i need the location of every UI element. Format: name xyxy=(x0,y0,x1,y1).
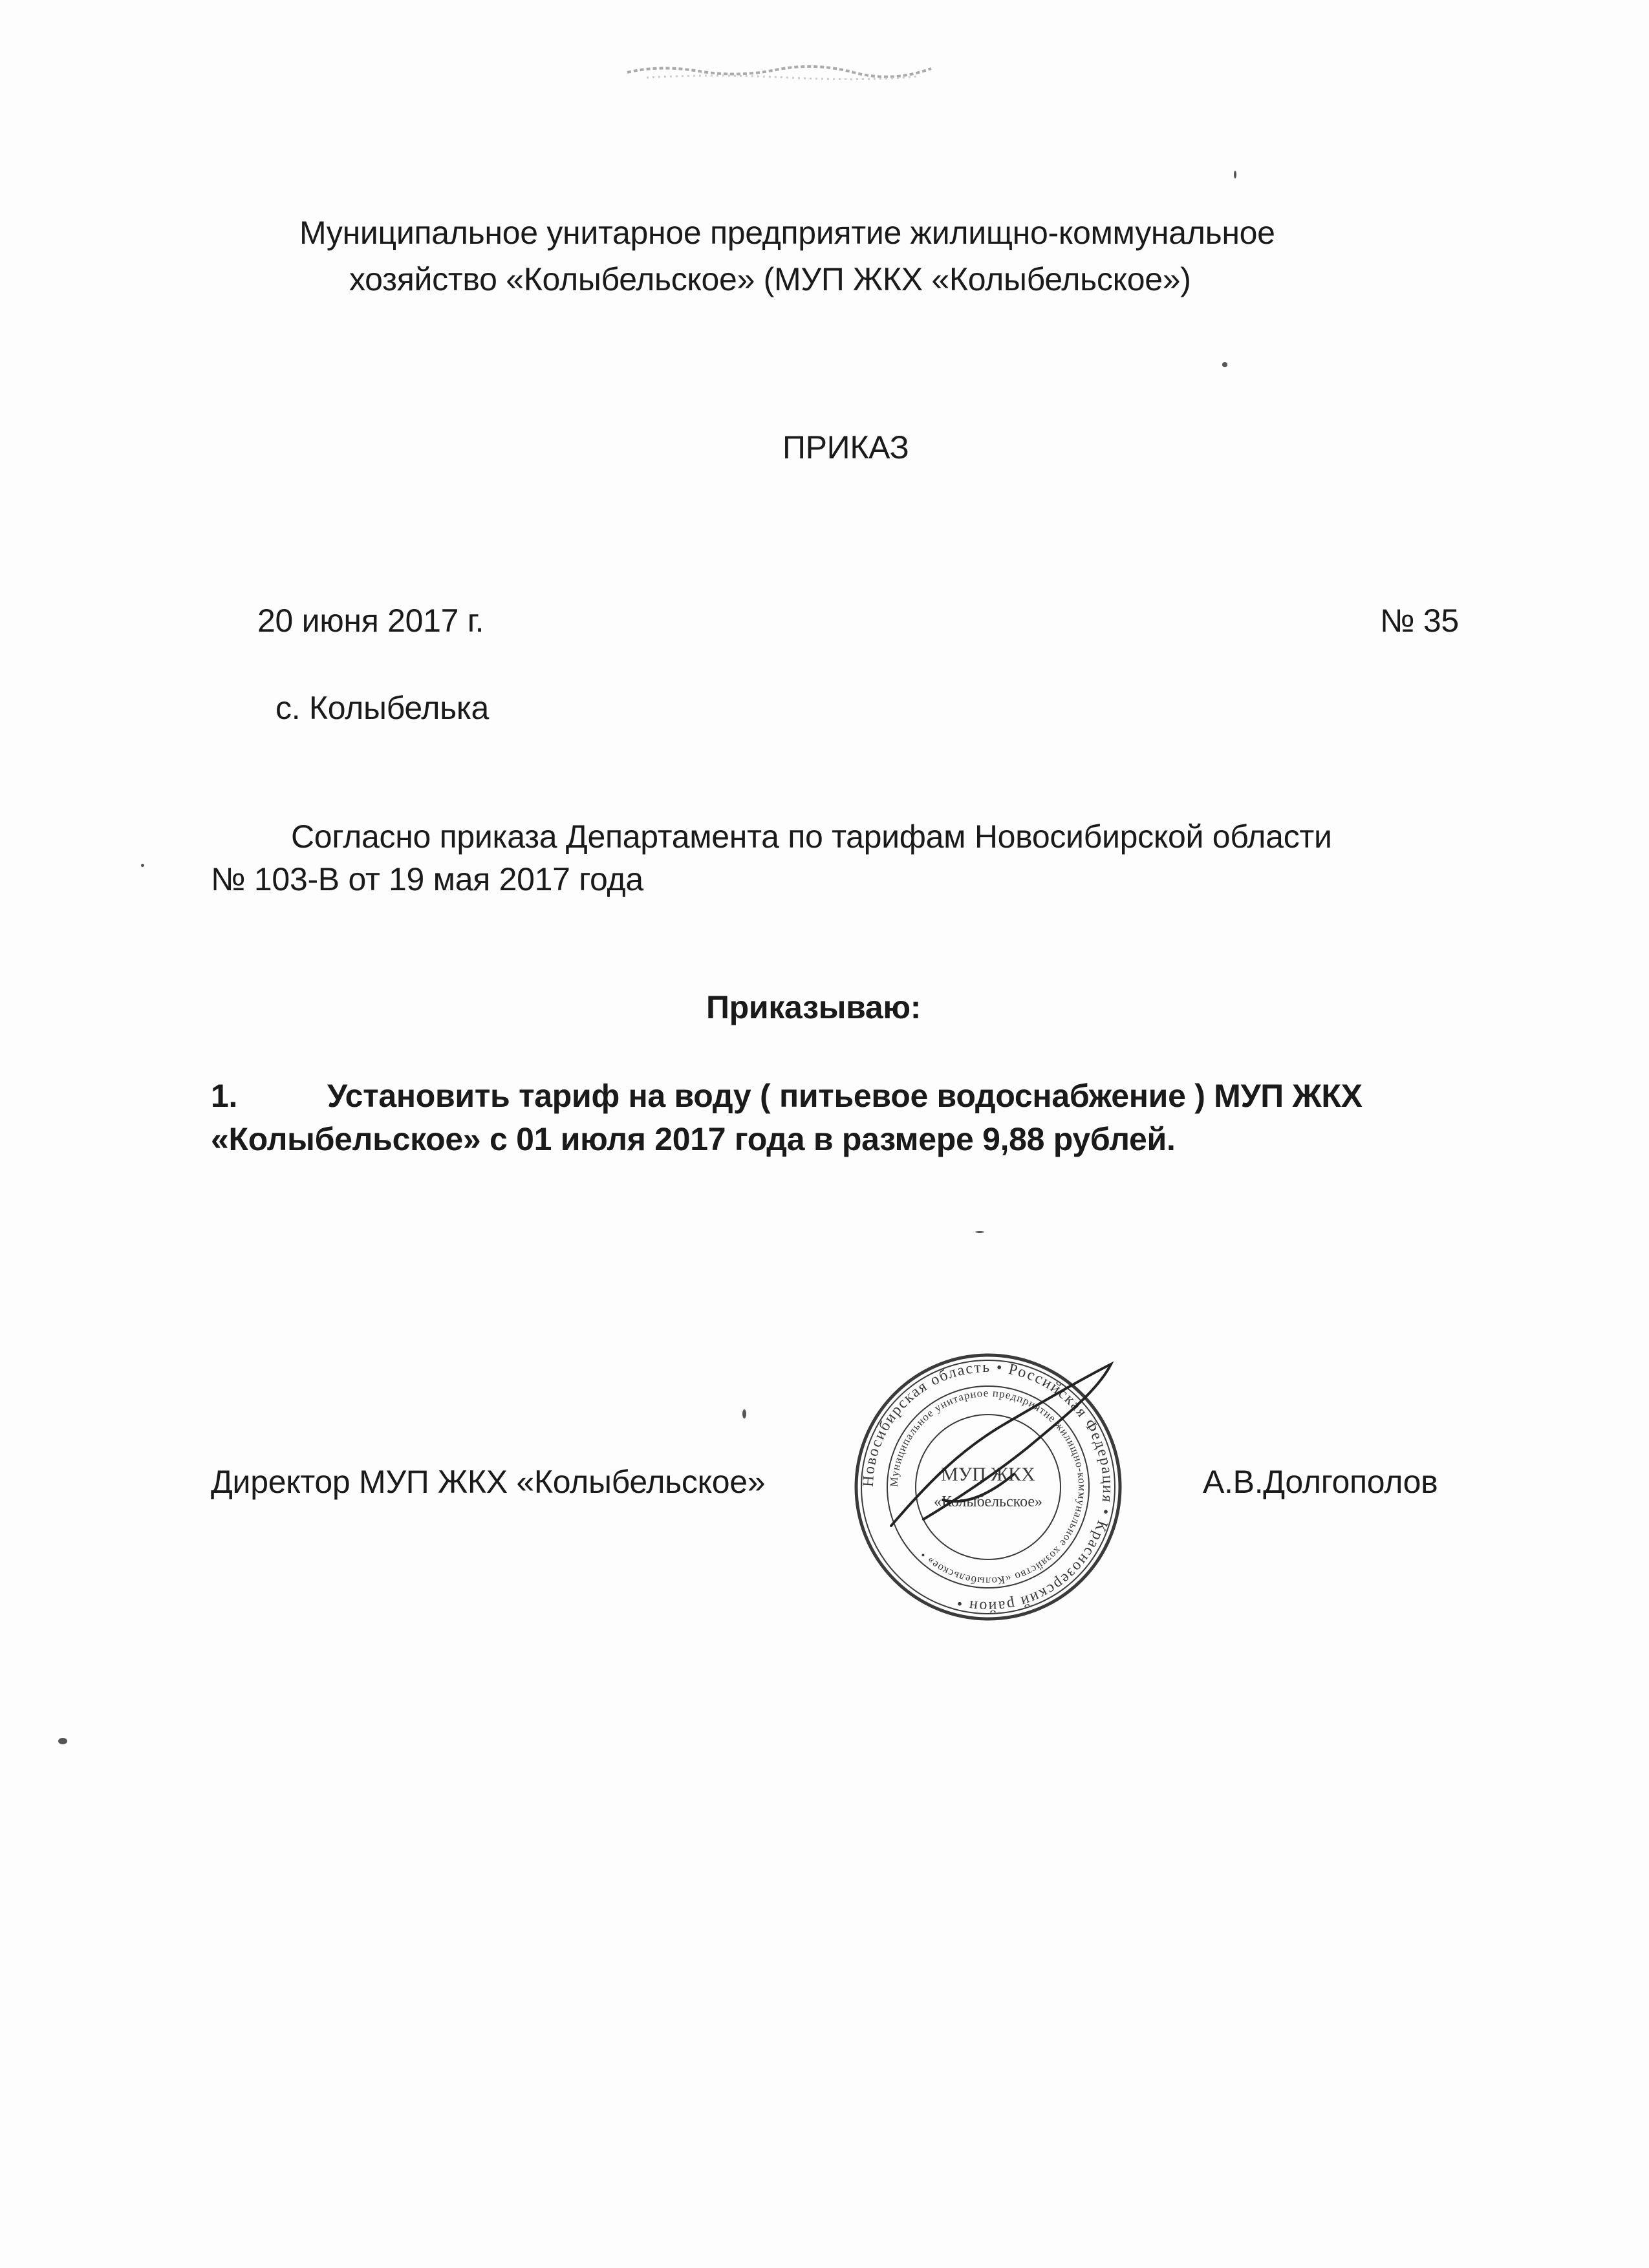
seal-center-line2: «Колыбельское» xyxy=(933,1493,1043,1510)
seal-outer-text: Новосибирская область • Российская Федерация • Краснозерский район • xyxy=(859,1358,1117,1616)
document-place: с. Колыбелька xyxy=(275,690,490,726)
basis-line1: Согласно приказа Департамента по тарифам Новосибирской области xyxy=(291,818,1332,855)
scan-speck xyxy=(58,1738,67,1744)
order-heading: Приказываю: xyxy=(706,989,921,1025)
order-item-number: 1. xyxy=(211,1078,238,1114)
order-item-line2: «Колыбельское» с 01 июля 2017 года в размере 9,88 рублей. xyxy=(211,1121,1176,1157)
scan-smudge xyxy=(621,58,944,84)
scan-speck xyxy=(1222,362,1227,367)
svg-text:Муниципальное унитарное предпр xyxy=(888,1387,1088,1587)
document-number: № 35 xyxy=(1380,603,1459,639)
seal-inner-text: Муниципальное унитарное предприятие жилищно-коммунальное хозяйство «Колыбельское» • xyxy=(887,1386,1089,1588)
organization-name-line1: Муниципальное унитарное предприятие жилищно-коммунальное xyxy=(299,215,1275,251)
order-item-line1: Установить тариф на воду ( питьевое водоснабжение ) МУП ЖКХ xyxy=(327,1078,1363,1114)
document-title: ПРИКАЗ xyxy=(782,429,909,465)
scan-speck xyxy=(975,1231,984,1233)
seal-center-line1: МУП ЖКХ xyxy=(941,1464,1035,1485)
basis-line2: № 103-В от 19 мая 2017 года xyxy=(211,861,643,897)
scan-speck xyxy=(742,1409,746,1418)
signatory-name: А.В.Долгополов xyxy=(1203,1464,1438,1500)
organization-name-line2: хозяйство «Колыбельское» (МУП ЖКХ «Колыбельское») xyxy=(349,261,1191,297)
signatory-position: Директор МУП ЖКХ «Колыбельское» xyxy=(211,1464,766,1500)
scan-speck xyxy=(141,864,144,867)
document-date: 20 июня 2017 г. xyxy=(257,603,484,639)
organization-seal xyxy=(852,1351,1124,1623)
scan-speck xyxy=(1234,171,1236,178)
